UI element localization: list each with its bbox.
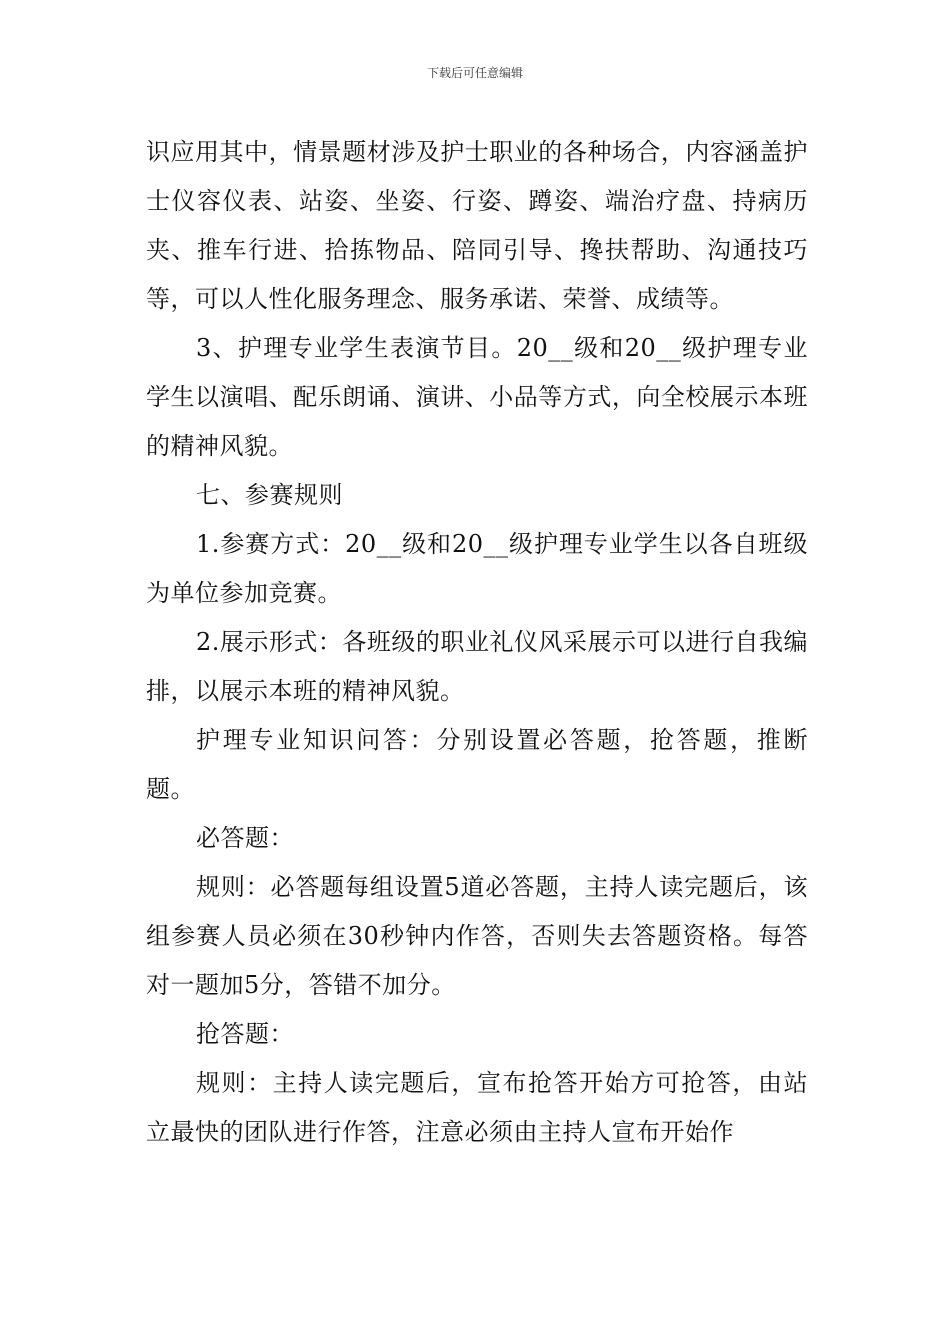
paragraph-2: 3、护理专业学生表演节目。20__级和20__级护理专业学生以演唱、配乐朗诵、演讲、小品等方式，向全校展示本班的精神风貌。 <box>146 334 808 460</box>
paragraph-quick-answer-rules: 规则：主持人读完题后，宣布抢答开始方可抢答，由站立最快的团队进行作答，注意必须由主持人宣布开始作 <box>146 1069 808 1146</box>
paragraph-knowledge-qa: 护理专业知识问答：分别设置必答题，抢答题，推断题。 <box>146 726 808 803</box>
page-header: 下载后可任意编辑 <box>426 66 523 80</box>
paragraph-required-rules: 规则：必答题每组设置5道必答题，主持人读完题后，该组参赛人员必须在30秒钟内作答，否则失去答题资格。每答对一题加5分，答错不加分。 <box>146 873 808 999</box>
paragraph-display-form: 2.展示形式：各班级的职业礼仪风采展示可以进行自我编排，以展示本班的精神风貌。 <box>146 628 808 705</box>
document-body <box>146 128 808 1157</box>
section-heading-rules: 七、参赛规则 <box>196 481 343 509</box>
paragraph-participation: 1.参赛方式：20__级和20__级护理专业学生以各自班级为单位参加竞赛。 <box>146 530 808 607</box>
subheading-required-questions: 必答题： <box>196 824 294 852</box>
subheading-quick-answer: 抢答题： <box>196 1020 294 1048</box>
paragraph-1: 识应用其中，情景题材涉及护士职业的各种场合，内容涵盖护士仪容仪表、站姿、坐姿、行姿、蹲姿、端治疗盘、持病历夹、推车行进、拾拣物品、陪同引导、搀扶帮助、沟通技巧等，可以人性化服务理念、服务承诺、荣誉、成绩等。 <box>146 138 808 313</box>
